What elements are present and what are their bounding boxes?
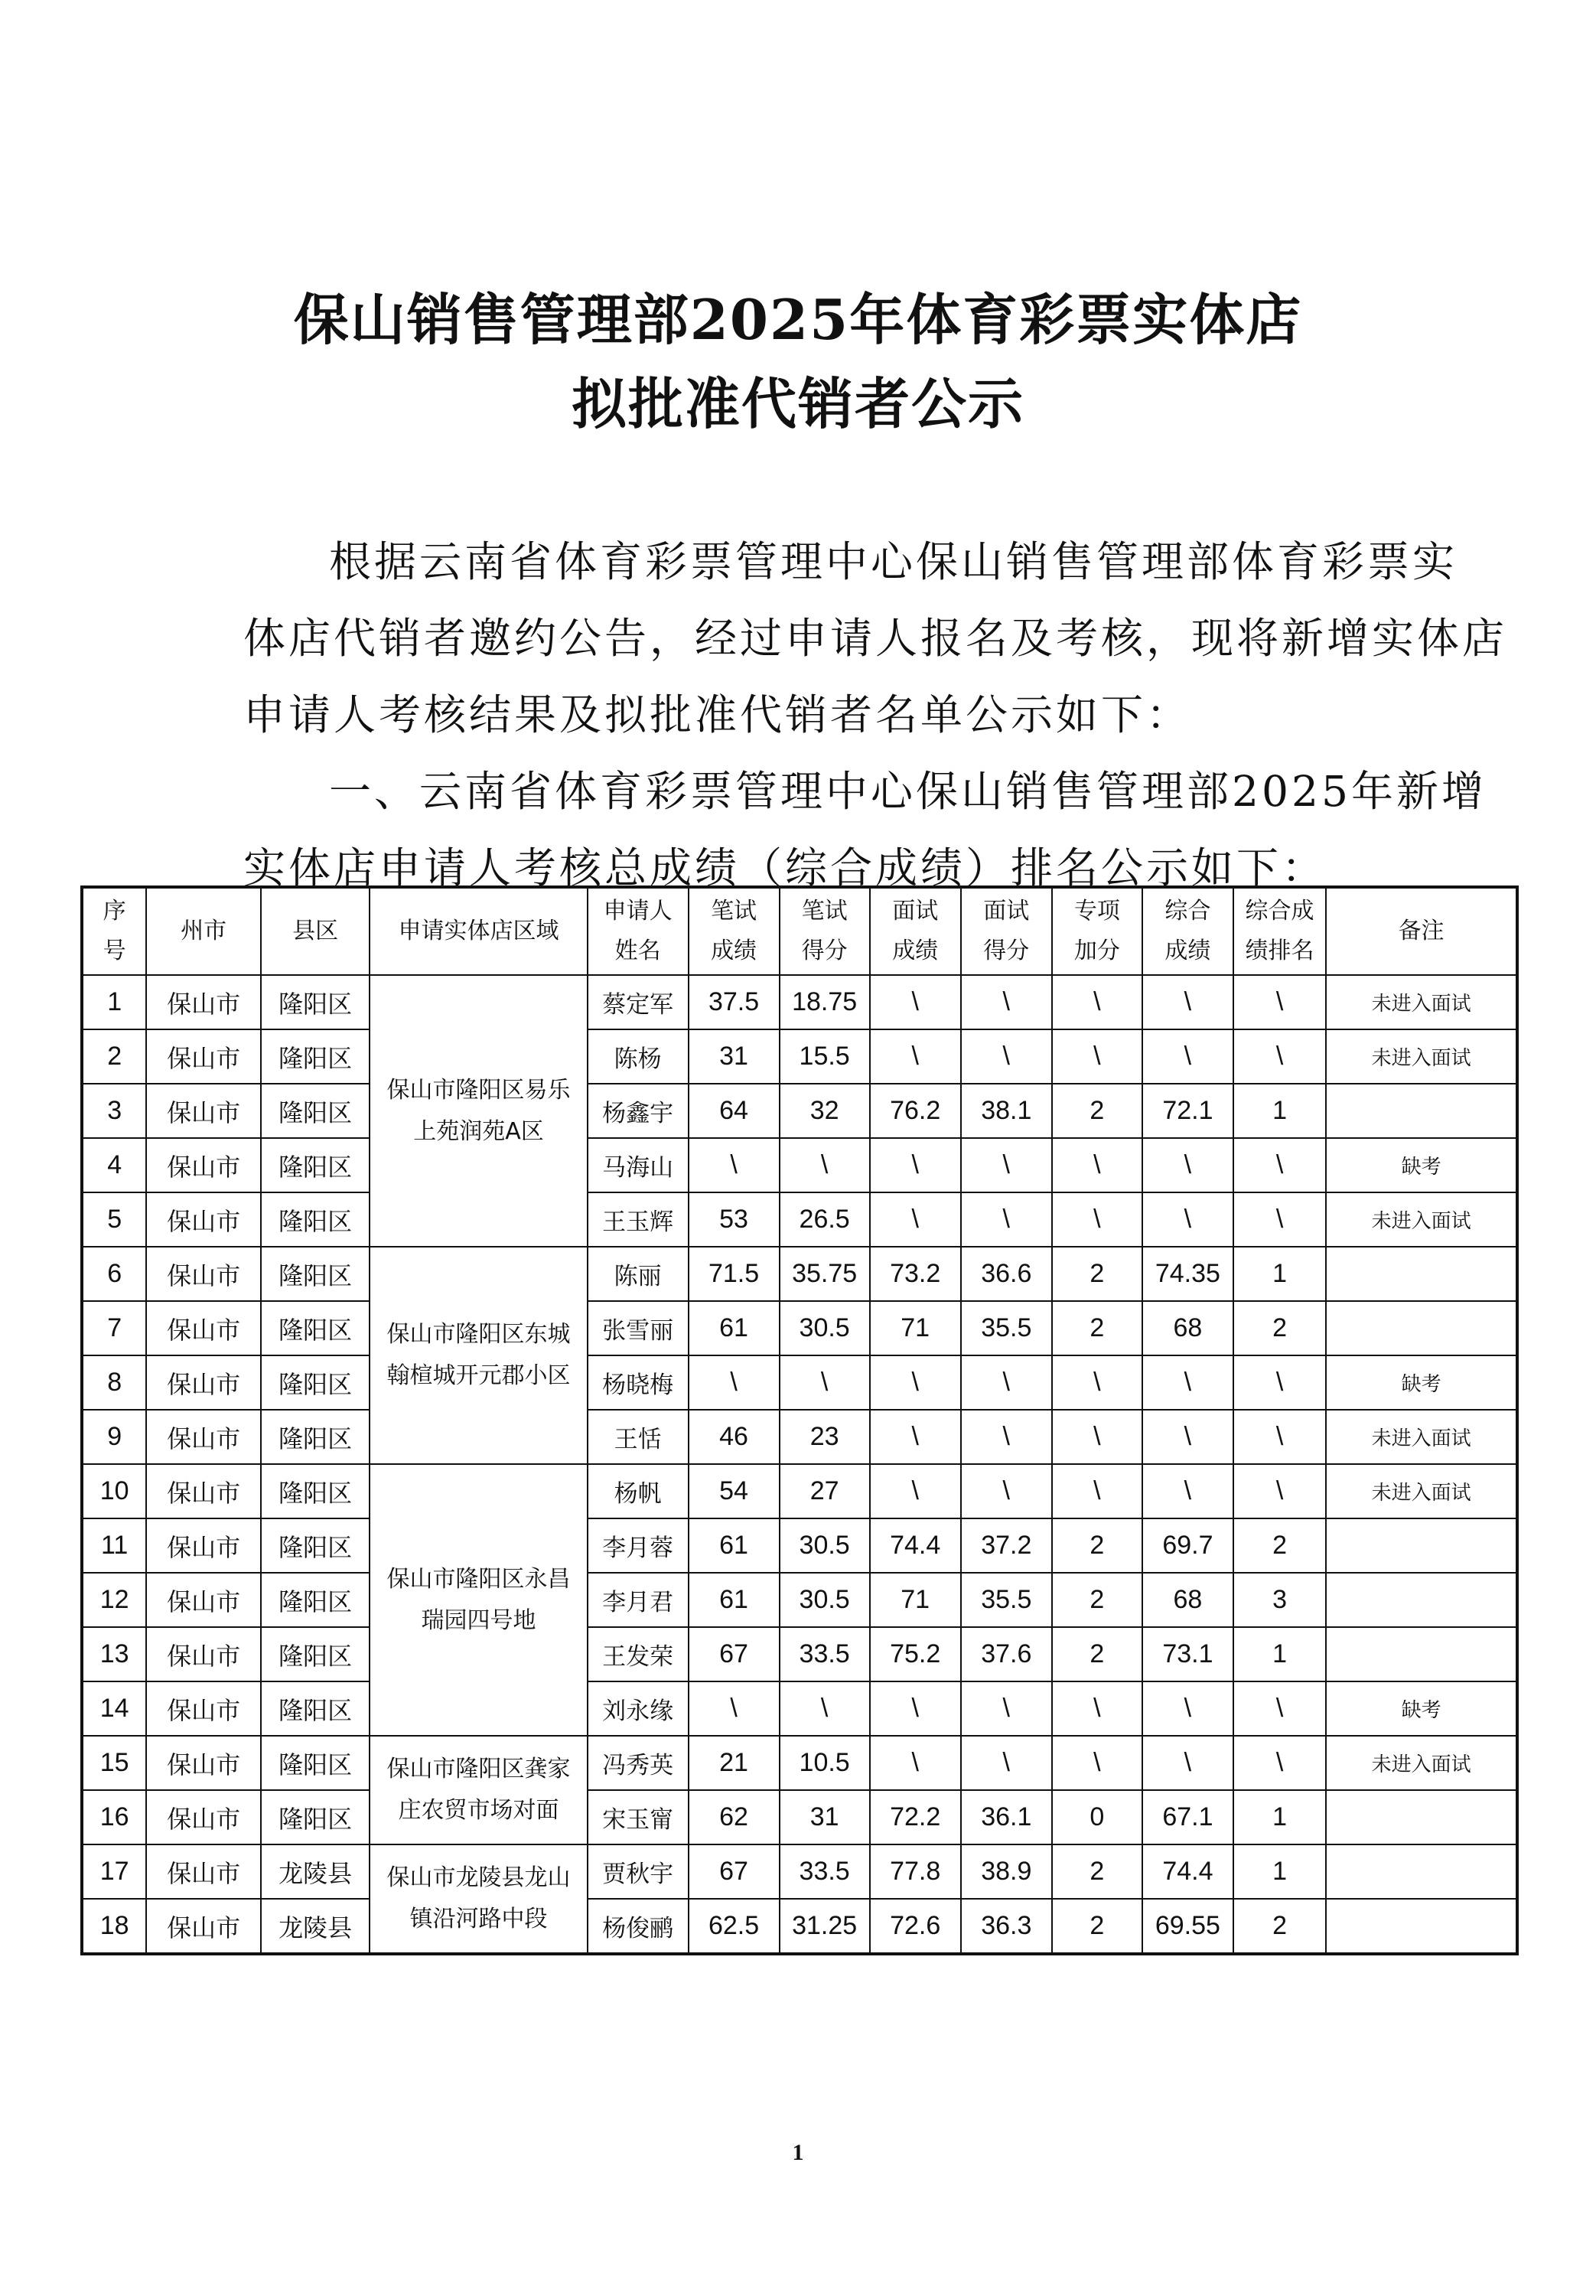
remarks-cell [1326,1518,1517,1573]
header-composite-score [1142,887,1233,975]
header-text: 备注 [1398,918,1445,944]
remarks-cell: 未进入面试 [1326,1192,1517,1247]
seq-cell: 6 [82,1247,146,1301]
header-text: 成绩 [711,938,757,964]
county-cell: 隆阳区 [261,1029,370,1084]
interview-points-cell: \ [961,1192,1052,1247]
header-text: 得分 [983,938,1030,964]
remarks-cell: 未进入面试 [1326,1464,1517,1518]
written-points-cell: 31 [780,1790,870,1844]
county-cell: 隆阳区 [261,1084,370,1138]
interview-points-cell: 37.6 [961,1627,1052,1681]
bonus-cell: \ [1052,1736,1142,1790]
written-score-cell: 21 [689,1736,780,1790]
interview-score-cell: 71 [870,1301,961,1355]
bonus-cell: \ [1052,975,1142,1029]
interview-points-cell: 36.3 [961,1899,1052,1954]
rank-cell: \ [1233,1029,1326,1084]
applicant-cell: 陈杨 [588,1029,689,1084]
written-points-cell: \ [780,1355,870,1410]
remarks-cell [1326,1301,1517,1355]
remarks-cell: 缺考 [1326,1681,1517,1736]
composite-score-cell: 74.35 [1142,1247,1233,1301]
applicant-cell: 杨鑫宇 [588,1084,689,1138]
rank-cell: 1 [1233,1627,1326,1681]
area-text: 翰楦城开元郡小区 [386,1362,571,1389]
rank-cell: \ [1233,1736,1326,1790]
composite-score-cell: \ [1142,1681,1233,1736]
applicant-cell: 蔡定军 [588,975,689,1029]
intro-paragraph-line-2: 体店代销者邀约公告，经过申请人报名及考核，现将新增实体店 [243,614,1508,663]
remarks-cell: 未进入面试 [1326,975,1517,1029]
city-cell: 保山市 [146,1138,261,1192]
interview-points-cell: \ [961,1736,1052,1790]
seq-cell: 3 [82,1084,146,1138]
interview-score-cell: 74.4 [870,1518,961,1573]
header-text: 综合 [1164,898,1211,925]
county-cell: 隆阳区 [261,1192,370,1247]
written-score-cell: 64 [689,1084,780,1138]
city-cell: 保山市 [146,1355,261,1410]
area-text: 保山市隆阳区易乐 [386,1076,571,1104]
rank-cell: 1 [1233,1247,1326,1301]
city-cell: 保山市 [146,1844,261,1899]
composite-score-cell: \ [1142,1029,1233,1084]
bonus-cell: \ [1052,1029,1142,1084]
bonus-cell: 2 [1052,1301,1142,1355]
score-ranking-table [80,885,1519,1955]
header-text: 序 [103,898,126,925]
remarks-cell: 未进入面试 [1326,1410,1517,1464]
table-header-row [82,887,1517,975]
area-cell [370,975,588,1247]
area-text: 保山市隆阳区永昌 [386,1565,571,1593]
remarks-cell: 缺考 [1326,1138,1517,1192]
county-cell: 隆阳区 [261,1518,370,1573]
interview-points-cell: 38.9 [961,1844,1052,1899]
city-cell: 保山市 [146,1899,261,1954]
bonus-cell: \ [1052,1410,1142,1464]
written-points-cell: 10.5 [780,1736,870,1790]
bonus-cell: 0 [1052,1790,1142,1844]
header-text: 申请实体店区域 [398,918,559,944]
header-bonus [1052,887,1142,975]
table-row [82,1899,1517,1954]
table-row [82,1464,1517,1518]
county-cell: 隆阳区 [261,1410,370,1464]
rank-cell: \ [1233,975,1326,1029]
remarks-cell [1326,1844,1517,1899]
rank-cell: 1 [1233,1844,1326,1899]
composite-score-cell: \ [1142,1192,1233,1247]
applicant-cell: 杨晓梅 [588,1355,689,1410]
remarks-cell: 缺考 [1326,1355,1517,1410]
header-text: 得分 [801,938,848,964]
rank-cell: 1 [1233,1084,1326,1138]
composite-score-cell: \ [1142,1138,1233,1192]
seq-cell: 18 [82,1899,146,1954]
interview-score-cell: \ [870,1736,961,1790]
document-title-line-2: 拟批准代销者公示 [571,371,1024,436]
header-text: 申请人 [603,898,673,925]
interview-score-cell: 72.6 [870,1899,961,1954]
remarks-cell: 未进入面试 [1326,1736,1517,1790]
rank-cell: 2 [1233,1301,1326,1355]
city-cell: 保山市 [146,1518,261,1573]
header-applicant [588,887,689,975]
written-score-cell: 67 [689,1844,780,1899]
written-score-cell: 31 [689,1029,780,1084]
rank-cell: \ [1233,1464,1326,1518]
county-cell: 隆阳区 [261,1627,370,1681]
bonus-cell: 2 [1052,1627,1142,1681]
header-interview-points [961,887,1052,975]
bonus-cell: 2 [1052,1247,1142,1301]
bonus-cell: \ [1052,1464,1142,1518]
county-cell: 隆阳区 [261,1573,370,1627]
area-text: 镇沿河路中段 [409,1906,548,1932]
applicant-cell: 李月蓉 [588,1518,689,1573]
bonus-cell: \ [1052,1355,1142,1410]
interview-points-cell: \ [961,1029,1052,1084]
applicant-cell: 陈丽 [588,1247,689,1301]
city-cell: 保山市 [146,975,261,1029]
bonus-cell: \ [1052,1681,1142,1736]
interview-score-cell: \ [870,1192,961,1247]
header-text: 成绩 [892,938,939,964]
applicant-cell: 马海山 [588,1138,689,1192]
header-text: 笔试 [801,898,848,925]
seq-cell: 2 [82,1029,146,1084]
applicant-cell: 王发荣 [588,1627,689,1681]
written-points-cell: 30.5 [780,1573,870,1627]
written-points-cell: 33.5 [780,1844,870,1899]
written-points-cell: \ [780,1681,870,1736]
section-one-line-1: 一、云南省体育彩票管理中心保山销售管理部2025年新增 [329,767,1487,816]
header-text: 号 [103,938,126,964]
written-points-cell: 18.75 [780,975,870,1029]
seq-cell: 1 [82,975,146,1029]
remarks-cell [1326,1899,1517,1954]
header-seq [82,887,146,975]
seq-cell: 17 [82,1844,146,1899]
composite-score-cell: \ [1142,1410,1233,1464]
area-cell [370,1736,588,1844]
interview-points-cell: 36.6 [961,1247,1052,1301]
interview-score-cell: \ [870,1410,961,1464]
table-row [82,1736,1517,1790]
written-points-cell: 31.25 [780,1899,870,1954]
remarks-cell [1326,1084,1517,1138]
city-cell: 保山市 [146,1410,261,1464]
rank-cell: 2 [1233,1899,1326,1954]
header-text: 县区 [292,918,339,944]
composite-score-cell: 67.1 [1142,1790,1233,1844]
seq-cell: 13 [82,1627,146,1681]
seq-cell: 16 [82,1790,146,1844]
written-score-cell: \ [689,1355,780,1410]
header-remarks [1326,887,1517,975]
interview-score-cell: 71 [870,1573,961,1627]
written-points-cell: 32 [780,1084,870,1138]
interview-score-cell: \ [870,1464,961,1518]
applicant-cell: 贾秋宇 [588,1844,689,1899]
written-points-cell: 33.5 [780,1627,870,1681]
interview-score-cell: 72.2 [870,1790,961,1844]
written-score-cell: \ [689,1681,780,1736]
written-score-cell: 62.5 [689,1899,780,1954]
county-cell: 隆阳区 [261,1247,370,1301]
area-text: 保山市龙陵县龙山 [386,1864,571,1891]
interview-score-cell: \ [870,1138,961,1192]
area-text: 保山市隆阳区东城 [386,1321,571,1348]
composite-score-cell: \ [1142,1464,1233,1518]
header-written-score [689,887,780,975]
written-points-cell: 30.5 [780,1301,870,1355]
seq-cell: 8 [82,1355,146,1410]
bonus-cell: \ [1052,1192,1142,1247]
county-cell: 隆阳区 [261,1355,370,1410]
city-cell: 保山市 [146,1736,261,1790]
table-row [82,1573,1517,1627]
bonus-cell: 2 [1052,1844,1142,1899]
applicant-cell: 刘永缘 [588,1681,689,1736]
interview-points-cell: 38.1 [961,1084,1052,1138]
header-text: 面试 [983,898,1030,925]
area-cell [370,1464,588,1736]
written-score-cell: 61 [689,1573,780,1627]
header-written-points [780,887,870,975]
interview-points-cell: \ [961,1681,1052,1736]
composite-score-cell: \ [1142,1736,1233,1790]
interview-score-cell: \ [870,975,961,1029]
written-points-cell: 27 [780,1464,870,1518]
county-cell: 龙陵县 [261,1899,370,1954]
header-text: 成绩 [1164,938,1211,964]
composite-score-cell: 69.7 [1142,1518,1233,1573]
header-text: 专项 [1073,898,1120,925]
header-composite-rank [1233,887,1326,975]
city-cell: 保山市 [146,1573,261,1627]
applicant-cell: 李月君 [588,1573,689,1627]
written-score-cell: \ [689,1138,780,1192]
header-interview-score [870,887,961,975]
county-cell: 隆阳区 [261,1464,370,1518]
bonus-cell: \ [1052,1138,1142,1192]
city-cell: 保山市 [146,1084,261,1138]
written-points-cell: 15.5 [780,1029,870,1084]
area-text: 庄农贸市场对面 [398,1797,559,1824]
interview-points-cell: \ [961,1464,1052,1518]
applicant-cell: 王玉辉 [588,1192,689,1247]
city-cell: 保山市 [146,1247,261,1301]
seq-cell: 7 [82,1301,146,1355]
interview-points-cell: \ [961,1138,1052,1192]
county-cell: 隆阳区 [261,1681,370,1736]
table-row [82,1518,1517,1573]
rank-cell: \ [1233,1410,1326,1464]
city-cell: 保山市 [146,1192,261,1247]
header-text: 州市 [181,918,227,944]
table-row [82,1247,1517,1301]
header-area [370,887,588,975]
written-points-cell: 30.5 [780,1518,870,1573]
seq-cell: 4 [82,1138,146,1192]
written-points-cell: \ [780,1138,870,1192]
bonus-cell: 2 [1052,1518,1142,1573]
county-cell: 隆阳区 [261,1138,370,1192]
table-row [82,975,1517,1029]
table-row [82,1138,1517,1192]
written-score-cell: 53 [689,1192,780,1247]
table-row [82,1681,1517,1736]
city-cell: 保山市 [146,1029,261,1084]
written-score-cell: 62 [689,1790,780,1844]
seq-cell: 12 [82,1573,146,1627]
interview-points-cell: 36.1 [961,1790,1052,1844]
written-points-cell: 23 [780,1410,870,1464]
interview-score-cell: \ [870,1355,961,1410]
interview-score-cell: 73.2 [870,1247,961,1301]
composite-score-cell: 68 [1142,1301,1233,1355]
city-cell: 保山市 [146,1301,261,1355]
interview-points-cell: 35.5 [961,1573,1052,1627]
table-row [82,1301,1517,1355]
table-row [82,1192,1517,1247]
composite-score-cell: \ [1142,975,1233,1029]
seq-cell: 10 [82,1464,146,1518]
written-score-cell: 37.5 [689,975,780,1029]
intro-paragraph-line-1: 根据云南省体育彩票管理中心保山销售管理部体育彩票实 [329,537,1458,586]
header-text: 面试 [892,898,939,925]
remarks-cell [1326,1573,1517,1627]
table-row [82,1029,1517,1084]
rank-cell: \ [1233,1138,1326,1192]
rank-cell: \ [1233,1681,1326,1736]
page-number: 1 [792,2140,804,2165]
written-score-cell: 54 [689,1464,780,1518]
applicant-cell: 张雪丽 [588,1301,689,1355]
written-points-cell: 35.75 [780,1247,870,1301]
county-cell: 隆阳区 [261,1301,370,1355]
city-cell: 保山市 [146,1464,261,1518]
seq-cell: 5 [82,1192,146,1247]
intro-paragraph-line-3: 申请人考核结果及拟批准代销者名单公示如下： [243,690,1192,739]
city-cell: 保山市 [146,1627,261,1681]
header-city [146,887,261,975]
written-score-cell: 67 [689,1627,780,1681]
written-score-cell: 61 [689,1301,780,1355]
composite-score-cell: 68 [1142,1573,1233,1627]
document-title-line-1: 保山销售管理部2025年体育彩票实体店 [293,287,1303,352]
interview-points-cell: \ [961,975,1052,1029]
interview-score-cell: 75.2 [870,1627,961,1681]
county-cell: 隆阳区 [261,1736,370,1790]
rank-cell: 2 [1233,1518,1326,1573]
header-county [261,887,370,975]
header-text: 姓名 [614,938,661,964]
table-row [82,1355,1517,1410]
bonus-cell: 2 [1052,1573,1142,1627]
bonus-cell: 2 [1052,1084,1142,1138]
interview-points-cell: 35.5 [961,1301,1052,1355]
county-cell: 隆阳区 [261,1790,370,1844]
county-cell: 隆阳区 [261,975,370,1029]
city-cell: 保山市 [146,1790,261,1844]
seq-cell: 11 [82,1518,146,1573]
header-text: 加分 [1073,938,1120,964]
applicant-cell: 杨俊鹂 [588,1899,689,1954]
seq-cell: 15 [82,1736,146,1790]
composite-score-cell: \ [1142,1355,1233,1410]
seq-cell: 14 [82,1681,146,1736]
city-cell: 保山市 [146,1681,261,1736]
applicant-cell: 王恬 [588,1410,689,1464]
remarks-cell: 未进入面试 [1326,1029,1517,1084]
remarks-cell [1326,1627,1517,1681]
interview-points-cell: 37.2 [961,1518,1052,1573]
written-points-cell: 26.5 [780,1192,870,1247]
section-one-line-2: 实体店申请人考核总成绩（综合成绩）排名公示如下： [243,843,1327,892]
written-score-cell: 61 [689,1518,780,1573]
applicant-cell: 冯秀英 [588,1736,689,1790]
remarks-cell [1326,1790,1517,1844]
rank-cell: \ [1233,1192,1326,1247]
interview-score-cell: \ [870,1029,961,1084]
bonus-cell: 2 [1052,1899,1142,1954]
header-text: 绩排名 [1245,938,1314,964]
remarks-cell [1326,1247,1517,1301]
written-score-cell: 71.5 [689,1247,780,1301]
rank-cell: 3 [1233,1573,1326,1627]
applicant-cell: 宋玉甯 [588,1790,689,1844]
composite-score-cell: 72.1 [1142,1084,1233,1138]
interview-score-cell: 76.2 [870,1084,961,1138]
area-text: 上苑润苑A区 [413,1117,544,1145]
table-row [82,1844,1517,1899]
county-cell: 龙陵县 [261,1844,370,1899]
seq-cell: 9 [82,1410,146,1464]
composite-score-cell: 69.55 [1142,1899,1233,1954]
rank-cell: 1 [1233,1790,1326,1844]
table-row [82,1084,1517,1138]
area-text: 保山市隆阳区龚家 [386,1756,571,1782]
area-cell [370,1844,588,1954]
composite-score-cell: 73.1 [1142,1627,1233,1681]
interview-score-cell: 77.8 [870,1844,961,1899]
header-text: 笔试 [711,898,757,925]
applicant-cell: 杨帆 [588,1464,689,1518]
interview-points-cell: \ [961,1355,1052,1410]
interview-score-cell: \ [870,1681,961,1736]
rank-cell: \ [1233,1355,1326,1410]
area-text: 瑞园四号地 [421,1606,536,1634]
header-text: 综合成 [1245,898,1314,925]
table-row [82,1790,1517,1844]
area-cell [370,1247,588,1464]
table-row [82,1410,1517,1464]
interview-points-cell: \ [961,1410,1052,1464]
composite-score-cell: 74.4 [1142,1844,1233,1899]
table-row [82,1627,1517,1681]
written-score-cell: 46 [689,1410,780,1464]
